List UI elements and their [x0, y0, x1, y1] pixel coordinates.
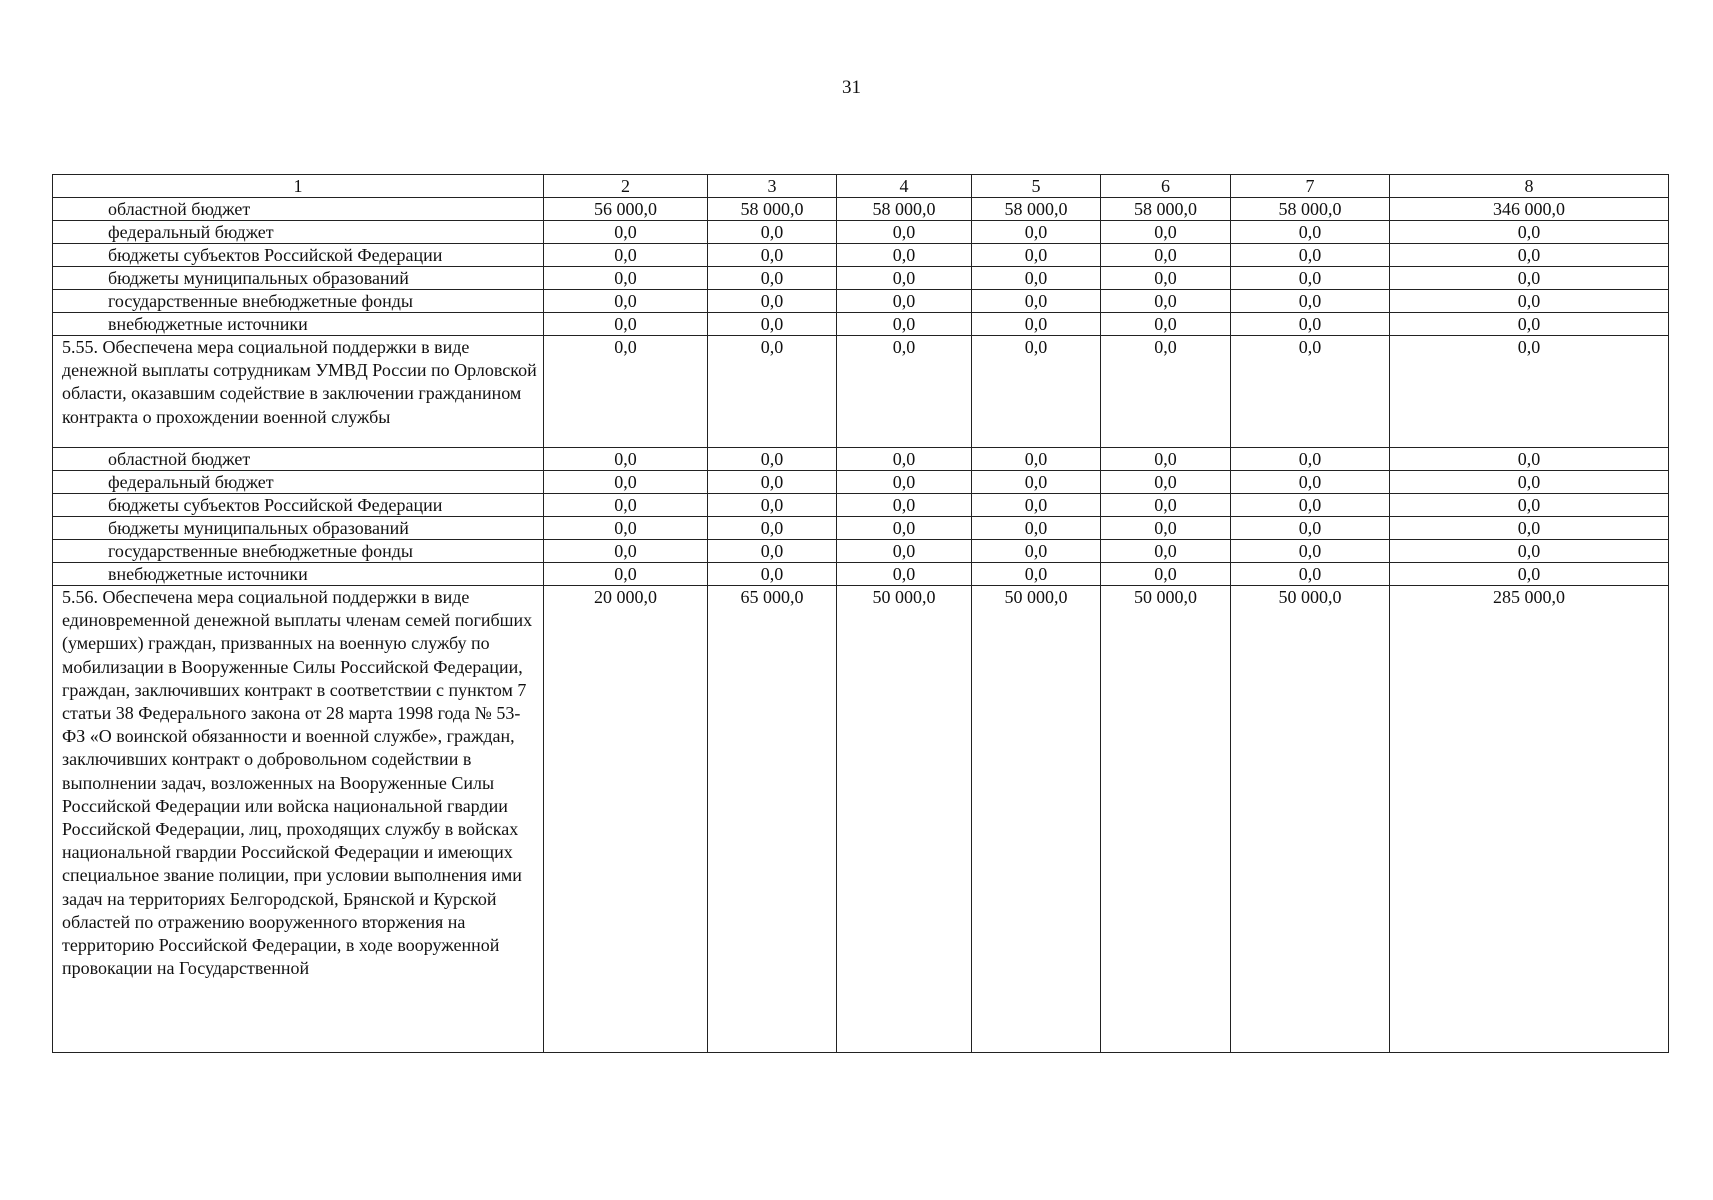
funding-value: 58 000,0: [708, 198, 837, 221]
page-number: 31: [842, 77, 861, 98]
funding-value: 0,0: [1231, 267, 1390, 290]
funding-value: 0,0: [1101, 267, 1231, 290]
funding-value: 0,0: [708, 494, 837, 517]
funding-value: 0,0: [1390, 313, 1669, 336]
funding-source-label: областной бюджет: [53, 448, 544, 471]
funding-value: 0,0: [708, 448, 837, 471]
funding-source-label: федеральный бюджет: [53, 221, 544, 244]
measure-value: 0,0: [544, 336, 708, 448]
funding-source-label: бюджеты субъектов Российской Федерации: [53, 244, 544, 267]
funding-value: 0,0: [1101, 313, 1231, 336]
funding-value: 0,0: [544, 517, 708, 540]
funding-value: 0,0: [1390, 244, 1669, 267]
funding-value: 0,0: [1390, 540, 1669, 563]
funding-value: 0,0: [837, 290, 972, 313]
funding-source-row: [53, 244, 1669, 267]
funding-value: 0,0: [708, 563, 837, 586]
funding-value: 0,0: [544, 448, 708, 471]
funding-value: 0,0: [972, 494, 1101, 517]
funding-value: 0,0: [1390, 290, 1669, 313]
funding-value: 0,0: [1101, 448, 1231, 471]
funding-value: 0,0: [708, 540, 837, 563]
column-number-3: 3: [708, 175, 837, 198]
measure-description: 5.55. Обеспечена мера социальной поддержки в виде денежной выплаты сотрудникам УМВД России по Орловской области, оказавшим содействие в заключении гражданином контракта о прохождении военной службы: [53, 336, 544, 448]
funding-value: 0,0: [1231, 563, 1390, 586]
funding-value: 0,0: [708, 313, 837, 336]
funding-value: 0,0: [544, 471, 708, 494]
funding-value: 0,0: [1101, 563, 1231, 586]
funding-value: 0,0: [1390, 221, 1669, 244]
funding-source-row: [53, 517, 1669, 540]
funding-source-row: [53, 563, 1669, 586]
funding-value: 0,0: [544, 290, 708, 313]
funding-value: 0,0: [1390, 471, 1669, 494]
funding-value: 0,0: [972, 517, 1101, 540]
column-number-4: 4: [837, 175, 972, 198]
column-number-1: 1: [53, 175, 544, 198]
measure-value: 0,0: [1101, 336, 1231, 448]
funding-value: 0,0: [1390, 267, 1669, 290]
funding-value: 0,0: [1101, 494, 1231, 517]
funding-value: 0,0: [1231, 471, 1390, 494]
funding-value: 0,0: [837, 267, 972, 290]
funding-value: 0,0: [972, 540, 1101, 563]
funding-value: 0,0: [708, 267, 837, 290]
funding-value: 0,0: [1101, 290, 1231, 313]
funding-value: 0,0: [1231, 221, 1390, 244]
measure-value: 50 000,0: [1231, 586, 1390, 1053]
funding-source-label: внебюджетные источники: [53, 563, 544, 586]
funding-value: 0,0: [972, 313, 1101, 336]
header-row: [53, 175, 1669, 198]
funding-value: 0,0: [972, 221, 1101, 244]
funding-value: 0,0: [837, 244, 972, 267]
column-number-2: 2: [544, 175, 708, 198]
funding-value: 58 000,0: [972, 198, 1101, 221]
funding-value: 0,0: [1101, 471, 1231, 494]
column-number-7: 7: [1231, 175, 1390, 198]
funding-value: 0,0: [1101, 244, 1231, 267]
funding-source-row: [53, 313, 1669, 336]
measure-value: 0,0: [837, 336, 972, 448]
funding-value: 0,0: [837, 563, 972, 586]
funding-source-label: внебюджетные источники: [53, 313, 544, 336]
funding-value: 0,0: [544, 221, 708, 244]
funding-source-label: федеральный бюджет: [53, 471, 544, 494]
funding-value: 58 000,0: [837, 198, 972, 221]
funding-source-label: государственные внебюджетные фонды: [53, 290, 544, 313]
funding-value: 0,0: [837, 471, 972, 494]
measure-value: 285 000,0: [1390, 586, 1669, 1053]
funding-value: 0,0: [837, 517, 972, 540]
measure-value: 0,0: [1231, 336, 1390, 448]
budget-table: [52, 174, 1669, 1053]
funding-value: 346 000,0: [1390, 198, 1669, 221]
funding-value: 0,0: [1390, 448, 1669, 471]
funding-value: 0,0: [837, 448, 972, 471]
funding-value: 0,0: [837, 494, 972, 517]
funding-source-row: [53, 448, 1669, 471]
measure-value: 0,0: [1390, 336, 1669, 448]
funding-value: 0,0: [1231, 494, 1390, 517]
funding-source-row: [53, 267, 1669, 290]
measure-value: 50 000,0: [837, 586, 972, 1053]
measure-row: [53, 336, 1669, 448]
funding-value: 0,0: [708, 471, 837, 494]
funding-value: 0,0: [544, 267, 708, 290]
funding-value: 0,0: [1231, 313, 1390, 336]
funding-source-label: областной бюджет: [53, 198, 544, 221]
funding-value: 58 000,0: [1231, 198, 1390, 221]
funding-source-row: [53, 198, 1669, 221]
funding-value: 0,0: [1101, 540, 1231, 563]
funding-source-row: [53, 471, 1669, 494]
measure-row: [53, 586, 1669, 1053]
measure-value: 65 000,0: [708, 586, 837, 1053]
funding-source-row: [53, 221, 1669, 244]
measure-value: 0,0: [708, 336, 837, 448]
funding-value: 0,0: [544, 313, 708, 336]
funding-value: 0,0: [972, 290, 1101, 313]
funding-value: 0,0: [708, 517, 837, 540]
funding-value: 0,0: [1101, 517, 1231, 540]
funding-value: 0,0: [544, 494, 708, 517]
funding-source-label: бюджеты муниципальных образований: [53, 267, 544, 290]
funding-source-row: [53, 494, 1669, 517]
funding-value: 0,0: [972, 448, 1101, 471]
funding-value: 0,0: [1231, 517, 1390, 540]
measure-description: 5.56. Обеспечена мера социальной поддержки в виде единовременной денежной выплаты членам семей погибших (умерших) граждан, призванных на военную службу по мобилизации в Вооруженные Силы Российской Федерации, граждан, заключивших контракт в соответствии с пунктом 7 статьи 38 Федерального закона от 28 марта 1998 года № 53-ФЗ «О воинской обязанности и военной службе», граждан, заключивших контракт о добровольном содействии в выполнении задач, возложенных на Вооруженные Силы Российской Федерации или войска национальной гвардии Российской Федерации, лиц, проходящих службу в войсках национальной гвардии Российской Федерации и имеющих специальное звание полиции, при условии выполнения ими задач на территориях Белгородской, Брянской и Курской областей по отражению вооруженного вторжения на территорию Российской Федерации, в ходе вооруженной провокации на Государственной: [53, 586, 544, 1053]
column-number-5: 5: [972, 175, 1101, 198]
funding-value: 0,0: [972, 563, 1101, 586]
funding-value: 0,0: [1231, 540, 1390, 563]
funding-value: 0,0: [837, 313, 972, 336]
column-number-6: 6: [1101, 175, 1231, 198]
funding-value: 0,0: [544, 244, 708, 267]
funding-value: 56 000,0: [544, 198, 708, 221]
funding-value: 0,0: [972, 267, 1101, 290]
funding-source-label: бюджеты субъектов Российской Федерации: [53, 494, 544, 517]
funding-source-row: [53, 540, 1669, 563]
measure-value: 0,0: [972, 336, 1101, 448]
funding-value: 0,0: [708, 290, 837, 313]
funding-value: 0,0: [1390, 494, 1669, 517]
measure-value: 20 000,0: [544, 586, 708, 1053]
funding-value: 0,0: [837, 540, 972, 563]
measure-value: 50 000,0: [972, 586, 1101, 1053]
funding-value: 58 000,0: [1101, 198, 1231, 221]
funding-value: 0,0: [1390, 563, 1669, 586]
measure-value: 50 000,0: [1101, 586, 1231, 1053]
funding-source-row: [53, 290, 1669, 313]
funding-value: 0,0: [972, 471, 1101, 494]
funding-value: 0,0: [544, 540, 708, 563]
column-number-8: 8: [1390, 175, 1669, 198]
funding-source-label: бюджеты муниципальных образований: [53, 517, 544, 540]
funding-value: 0,0: [1390, 517, 1669, 540]
funding-value: 0,0: [1231, 290, 1390, 313]
funding-value: 0,0: [708, 221, 837, 244]
funding-value: 0,0: [1231, 448, 1390, 471]
funding-value: 0,0: [1101, 221, 1231, 244]
funding-value: 0,0: [837, 221, 972, 244]
funding-value: 0,0: [972, 244, 1101, 267]
funding-value: 0,0: [544, 563, 708, 586]
funding-value: 0,0: [708, 244, 837, 267]
funding-source-label: государственные внебюджетные фонды: [53, 540, 544, 563]
funding-value: 0,0: [1231, 244, 1390, 267]
